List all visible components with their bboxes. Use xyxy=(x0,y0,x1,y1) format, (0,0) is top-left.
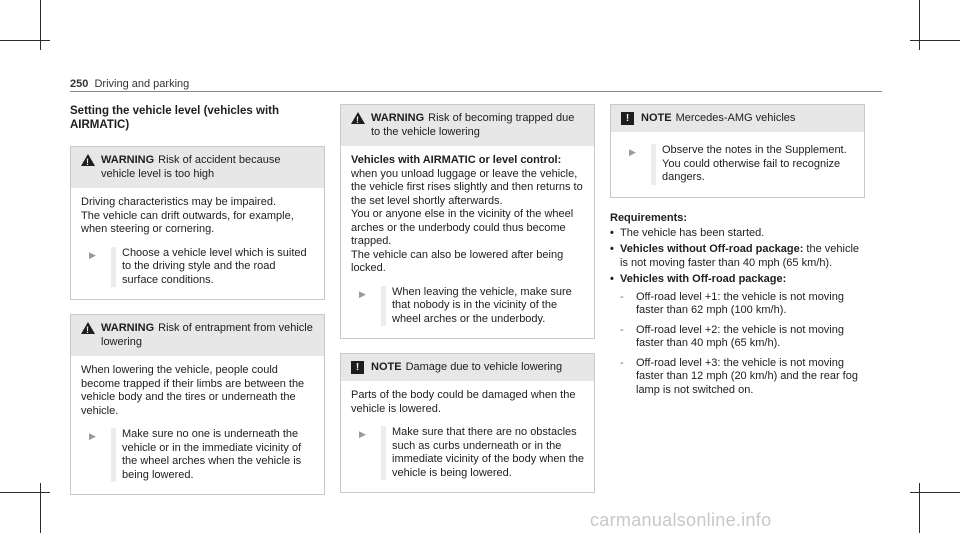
requirements-title: Requirements: xyxy=(610,211,688,224)
bold-lead: Vehicles with AIRMATIC or level control: xyxy=(351,154,562,166)
warning-body xyxy=(71,356,324,494)
step-bar xyxy=(111,247,116,288)
requirement-item xyxy=(610,273,865,287)
crop-mark xyxy=(0,492,50,493)
crop-mark xyxy=(910,492,960,493)
dash-icon: - xyxy=(620,323,624,336)
warning-keyword: WARNING xyxy=(101,322,155,334)
warning-box-1 xyxy=(70,146,325,300)
note-header xyxy=(341,354,594,381)
action-arrow-icon: ▶ xyxy=(89,249,96,260)
sub-requirement xyxy=(620,357,865,398)
sub-requirement-text: Off-road level +3: the vehicle is not moving faster than 12 mph (20 km/h) and the rear fog lamp is not switched on. xyxy=(636,356,858,396)
crop-mark xyxy=(919,0,920,50)
step-bar xyxy=(651,144,656,185)
watermark: carmanualsonline.info xyxy=(590,510,772,530)
note-body xyxy=(341,381,594,492)
crop-mark xyxy=(0,40,50,41)
dash-icon: - xyxy=(620,356,624,369)
warning-text: The vehicle can drift outwards, for example, when steering or cornering. xyxy=(81,209,294,235)
note-body xyxy=(611,132,864,197)
crop-mark xyxy=(40,0,41,50)
section-title: Setting the vehicle level (vehicles with AIRMATIC) xyxy=(70,105,279,131)
requirement-bold: Vehicles with Off-road package: xyxy=(620,273,787,285)
action-arrow-icon: ▶ xyxy=(89,431,96,441)
warning-text: You or anyone else in the vicinity of the wheel arches or the underbody could thus become trapped. xyxy=(351,208,574,247)
action-step xyxy=(81,247,314,288)
action-arrow-icon: ▶ xyxy=(629,147,636,157)
requirement-text: The vehicle has been started. xyxy=(620,226,765,239)
page-number: 250 xyxy=(70,78,89,90)
note-heading: Damage due to vehicle lowering xyxy=(405,361,563,373)
note-box-2 xyxy=(610,104,865,198)
step-bar xyxy=(381,286,386,327)
page-header xyxy=(70,78,189,90)
note-box-1 xyxy=(340,353,595,493)
action-step xyxy=(351,426,584,480)
warning-heading: Risk of accident because vehicle level is too high xyxy=(101,154,281,180)
bullet-icon: • xyxy=(610,226,614,239)
warning-body xyxy=(341,146,594,338)
warning-text: The vehicle can also be lowered after being locked. xyxy=(351,248,564,274)
column-3 xyxy=(610,104,865,403)
step-bar xyxy=(111,428,116,482)
warning-triangle-icon xyxy=(81,154,95,166)
warning-header xyxy=(341,105,594,146)
sub-requirement xyxy=(620,291,865,318)
sub-requirement xyxy=(620,324,865,351)
bullet-icon: • xyxy=(610,243,614,255)
crop-mark xyxy=(910,40,960,41)
bullet-icon: • xyxy=(610,273,614,285)
warning-header xyxy=(71,315,324,356)
warning-box-3 xyxy=(340,104,595,339)
requirement-text: the vehicle is not moving faster than 40 mph (65 km/h). xyxy=(620,243,860,269)
note-header xyxy=(611,105,864,132)
sub-requirement-text: Off-road level +2: the vehicle is not moving faster than 40 mph (65 km/h). xyxy=(636,323,844,349)
action-step xyxy=(81,428,314,482)
warning-header xyxy=(71,147,324,188)
dash-icon: - xyxy=(620,290,624,303)
note-text: Parts of the body could be damaged when the vehicle is lowered. xyxy=(351,389,576,415)
warning-text: When lowering the vehicle, people could become trapped if their limbs are between the vehicle body and the tires or underneath the vehicle. xyxy=(81,364,305,417)
crop-mark xyxy=(919,483,920,533)
header-rule xyxy=(70,91,882,92)
crop-mark xyxy=(40,483,41,533)
action-step xyxy=(351,286,584,327)
warning-body xyxy=(71,188,324,299)
warning-text: Driving characteristics may be impaired. xyxy=(81,196,277,208)
warning-text xyxy=(351,154,584,208)
warning-heading: Risk of becoming trapped due to the vehicle lowering xyxy=(371,112,575,138)
note-heading: Mercedes-AMG vehicles xyxy=(675,112,796,124)
warning-text-cont: when you unload luggage or leave the vehicle, the vehicle first rises slightly and then returns to the set level shortly afterwards. xyxy=(351,167,583,207)
section-name: Driving and parking xyxy=(94,78,190,90)
step-text: Choose a vehicle level which is suited to the driving style and the road surface conditions. xyxy=(122,246,307,286)
action-arrow-icon: ▶ xyxy=(359,288,366,299)
warning-box-2 xyxy=(70,314,325,495)
step-bar xyxy=(381,426,386,480)
sub-requirement-text: Off-road level +1: the vehicle is not moving faster than 62 mph (100 km/h). xyxy=(636,290,844,316)
step-text: Make sure that there are no obstacles such as curbs underneath or in the immediate vicinity of the body when the vehicle is being lowered. xyxy=(392,426,584,479)
requirement-item xyxy=(610,227,865,241)
column-1 xyxy=(70,104,325,509)
warning-heading: Risk of entrapment from vehicle lowering xyxy=(101,322,313,348)
warning-triangle-icon xyxy=(81,322,95,334)
warning-keyword: WARNING xyxy=(101,154,155,166)
requirement-item xyxy=(610,243,865,270)
action-arrow-icon: ▶ xyxy=(359,429,366,439)
note-exclamation-icon: ! xyxy=(351,361,364,374)
warning-keyword: WARNING xyxy=(371,112,425,124)
column-2 xyxy=(340,104,595,507)
note-keyword: NOTE xyxy=(641,112,672,124)
step-text: When leaving the vehicle, make sure that nobody is in the vicinity of the wheel arches or the underbody. xyxy=(392,285,572,325)
step-text: Observe the notes in the Supplement. You could otherwise fail to recognize dangers. xyxy=(662,144,847,183)
note-exclamation-icon: ! xyxy=(621,112,634,125)
requirement-bold: Vehicles without Off-road package: xyxy=(620,243,804,255)
step-text: Make sure no one is underneath the vehicle or in the immediate vicinity of the wheel arches when the vehicle is being lowered. xyxy=(122,428,302,481)
warning-triangle-icon xyxy=(351,112,365,124)
action-step xyxy=(621,144,854,185)
note-keyword: NOTE xyxy=(371,361,402,373)
